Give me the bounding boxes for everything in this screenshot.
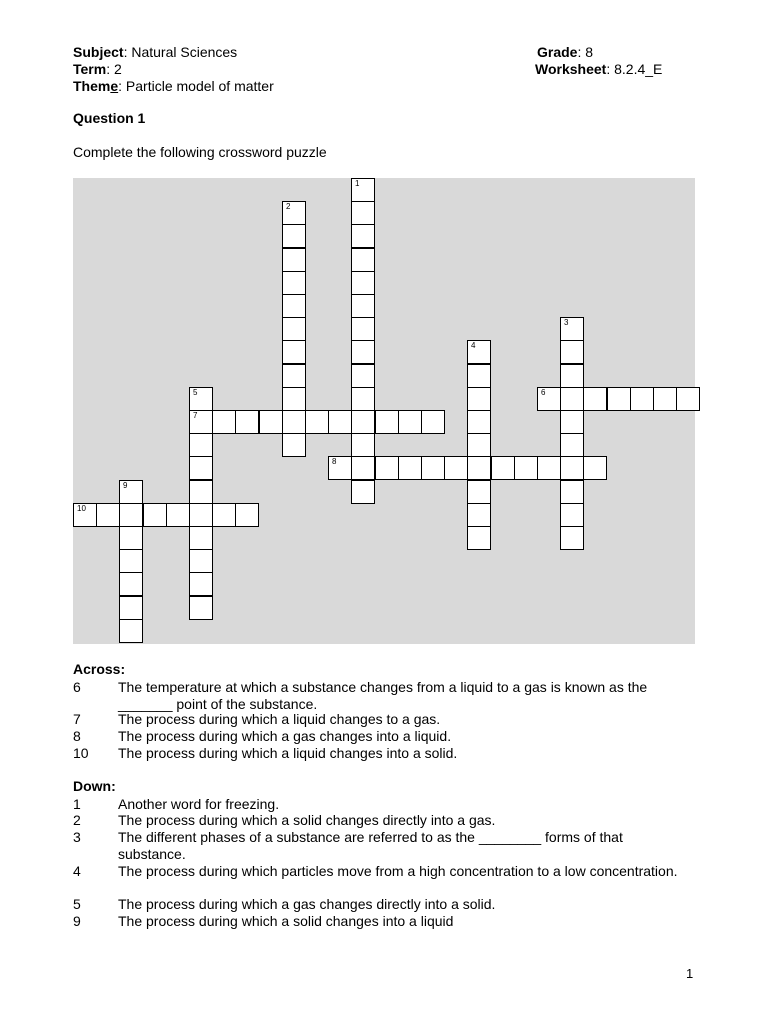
crossword-cell[interactable] bbox=[282, 364, 306, 388]
crossword-cell[interactable] bbox=[282, 387, 306, 411]
crossword-cell[interactable] bbox=[282, 271, 306, 295]
crossword-cell[interactable] bbox=[375, 456, 399, 480]
cell-number: 3 bbox=[564, 318, 569, 327]
clue-number: 1 bbox=[73, 796, 81, 812]
clue-text: The process during which a solid changes into a liquid bbox=[118, 913, 454, 929]
crossword-cell[interactable] bbox=[282, 201, 306, 225]
crossword-cell[interactable] bbox=[328, 410, 352, 434]
clue-text: The temperature at which a substance changes from a liquid to a gas is known as the _______ point of the substance. bbox=[118, 679, 648, 712]
subject-line: Subject: Natural Sciences bbox=[73, 44, 238, 60]
crossword-cell[interactable] bbox=[630, 387, 654, 411]
crossword-cell[interactable] bbox=[119, 619, 143, 643]
crossword-cell[interactable] bbox=[467, 433, 491, 457]
crossword-cell[interactable] bbox=[467, 526, 491, 550]
crossword-cell[interactable] bbox=[189, 572, 213, 596]
clue-text: The process during which particles move from a high concentration to a low concentration. bbox=[118, 863, 678, 879]
clue-number: 6 bbox=[73, 679, 81, 695]
page-number: 1 bbox=[686, 966, 694, 981]
crossword-cell[interactable] bbox=[166, 503, 190, 527]
across-heading: Across: bbox=[73, 661, 126, 677]
theme-value: Particle model of matter bbox=[125, 78, 274, 94]
crossword-grid bbox=[73, 178, 695, 644]
down-heading: Down: bbox=[73, 778, 116, 794]
term-line: Term: 2 bbox=[73, 61, 122, 77]
clue-text: Another word for freezing. bbox=[118, 796, 280, 812]
crossword-cell[interactable] bbox=[351, 433, 375, 457]
crossword-cell[interactable] bbox=[467, 480, 491, 504]
clue-text: The process during which a solid changes directly into a gas. bbox=[118, 812, 496, 828]
clue-number: 7 bbox=[73, 711, 81, 727]
crossword-cell[interactable] bbox=[421, 410, 445, 434]
crossword-cell[interactable] bbox=[560, 526, 584, 550]
crossword-cell[interactable] bbox=[560, 317, 584, 341]
crossword-cell[interactable] bbox=[467, 410, 491, 434]
crossword-cell[interactable] bbox=[189, 456, 213, 480]
crossword-cell[interactable] bbox=[235, 410, 259, 434]
crossword-cell[interactable] bbox=[189, 549, 213, 573]
crossword-cell[interactable] bbox=[282, 410, 306, 434]
clue-number: 9 bbox=[73, 913, 81, 929]
crossword-cell[interactable] bbox=[537, 456, 561, 480]
grade-line: Grade: 8 bbox=[537, 44, 594, 60]
crossword-cell[interactable] bbox=[351, 456, 375, 480]
crossword-cell[interactable] bbox=[514, 456, 538, 480]
crossword-cell[interactable] bbox=[537, 387, 561, 411]
cell-number: 9 bbox=[123, 481, 128, 490]
crossword-cell[interactable] bbox=[351, 480, 375, 504]
term-value: 2 bbox=[113, 61, 122, 77]
crossword-cell[interactable] bbox=[189, 526, 213, 550]
crossword-cell[interactable] bbox=[119, 480, 143, 504]
crossword-cell[interactable] bbox=[189, 503, 213, 527]
crossword-cell[interactable] bbox=[398, 456, 422, 480]
crossword-cell[interactable] bbox=[351, 387, 375, 411]
crossword-cell[interactable] bbox=[491, 456, 515, 480]
crossword-cell[interactable] bbox=[351, 248, 375, 272]
crossword-cell[interactable] bbox=[282, 224, 306, 248]
crossword-cell[interactable] bbox=[467, 364, 491, 388]
crossword-cell[interactable] bbox=[467, 340, 491, 364]
crossword-cell[interactable] bbox=[560, 480, 584, 504]
crossword-cell[interactable] bbox=[467, 387, 491, 411]
crossword-cell[interactable] bbox=[351, 340, 375, 364]
crossword-cell[interactable] bbox=[143, 503, 167, 527]
crossword-cell[interactable] bbox=[560, 364, 584, 388]
crossword-cell[interactable] bbox=[119, 549, 143, 573]
crossword-cell[interactable] bbox=[212, 503, 236, 527]
theme-line: Theme: Particle model of matter bbox=[73, 78, 274, 94]
crossword-cell[interactable] bbox=[560, 410, 584, 434]
crossword-cell[interactable] bbox=[119, 503, 143, 527]
crossword-cell[interactable] bbox=[560, 433, 584, 457]
crossword-cell[interactable] bbox=[351, 271, 375, 295]
worksheet-label: Worksheet bbox=[535, 61, 607, 77]
crossword-cell[interactable] bbox=[119, 526, 143, 550]
cell-number: 2 bbox=[286, 202, 291, 211]
crossword-cell[interactable] bbox=[583, 387, 607, 411]
subject-value: Natural Sciences bbox=[131, 44, 238, 60]
crossword-cell[interactable] bbox=[282, 294, 306, 318]
crossword-cell[interactable] bbox=[189, 433, 213, 457]
crossword-cell[interactable] bbox=[351, 294, 375, 318]
term-label: Term bbox=[73, 61, 107, 77]
cell-number: 10 bbox=[77, 504, 86, 513]
clue-text: The process during which a liquid changes to a gas. bbox=[118, 711, 441, 727]
crossword-cell[interactable] bbox=[560, 387, 584, 411]
clue-number: 8 bbox=[73, 728, 81, 744]
crossword-cell[interactable] bbox=[676, 387, 700, 411]
crossword-cell[interactable] bbox=[212, 410, 236, 434]
crossword-cell[interactable] bbox=[189, 410, 213, 434]
subject-label: Subject bbox=[73, 44, 124, 60]
crossword-cell[interactable] bbox=[189, 480, 213, 504]
crossword-cell[interactable] bbox=[282, 248, 306, 272]
grade-label: Grade bbox=[537, 44, 578, 60]
clue-number: 3 bbox=[73, 829, 81, 845]
crossword-cell[interactable] bbox=[421, 456, 445, 480]
crossword-cell[interactable] bbox=[583, 456, 607, 480]
crossword-cell[interactable] bbox=[560, 503, 584, 527]
crossword-cell[interactable] bbox=[351, 317, 375, 341]
cell-number: 4 bbox=[471, 341, 476, 350]
crossword-cell[interactable] bbox=[351, 224, 375, 248]
crossword-cell[interactable] bbox=[351, 178, 375, 202]
crossword-cell[interactable] bbox=[607, 387, 631, 411]
cell-number: 1 bbox=[355, 179, 360, 188]
crossword-cell[interactable] bbox=[96, 503, 120, 527]
crossword-cell[interactable] bbox=[351, 364, 375, 388]
crossword-cell[interactable] bbox=[73, 503, 97, 527]
crossword-cell[interactable] bbox=[189, 387, 213, 411]
clue-text: The process during which a liquid changes into a solid. bbox=[118, 745, 458, 761]
crossword-cell[interactable] bbox=[375, 410, 399, 434]
crossword-cell[interactable] bbox=[282, 317, 306, 341]
cell-number: 7 bbox=[193, 411, 198, 420]
crossword-cell[interactable] bbox=[328, 456, 352, 480]
clue-number: 4 bbox=[73, 863, 81, 879]
crossword-cell[interactable] bbox=[235, 503, 259, 527]
question-title: Question 1 bbox=[73, 110, 146, 126]
theme-label: Theme bbox=[73, 78, 119, 94]
crossword-cell[interactable] bbox=[282, 433, 306, 457]
crossword-cell[interactable] bbox=[560, 340, 584, 364]
crossword-cell[interactable] bbox=[119, 596, 143, 620]
worksheet-value: 8.2.4_E bbox=[614, 61, 663, 77]
cell-number: 5 bbox=[193, 388, 198, 397]
crossword-cell[interactable] bbox=[305, 410, 329, 434]
crossword-cell[interactable] bbox=[351, 410, 375, 434]
crossword-cell[interactable] bbox=[189, 596, 213, 620]
clue-number: 10 bbox=[73, 745, 89, 761]
crossword-cell[interactable] bbox=[467, 456, 491, 480]
crossword-cell[interactable] bbox=[444, 456, 468, 480]
crossword-cell[interactable] bbox=[560, 456, 584, 480]
clue-text: The process during which a gas changes directly into a solid. bbox=[118, 896, 496, 912]
clue-number: 2 bbox=[73, 812, 81, 828]
crossword-cell[interactable] bbox=[351, 201, 375, 225]
crossword-cell[interactable] bbox=[467, 503, 491, 527]
cell-number: 6 bbox=[541, 388, 546, 397]
clue-text: The different phases of a substance are referred to as the ________ forms of that substance. bbox=[118, 829, 623, 862]
question-instruction: Complete the following crossword puzzle bbox=[73, 144, 327, 160]
clue-text: The process during which a gas changes into a liquid. bbox=[118, 728, 452, 744]
crossword-cell[interactable] bbox=[259, 410, 283, 434]
crossword-cell[interactable] bbox=[282, 340, 306, 364]
cell-number: 8 bbox=[332, 457, 337, 466]
crossword-cell[interactable] bbox=[653, 387, 677, 411]
clue-number: 5 bbox=[73, 896, 81, 912]
crossword-cell[interactable] bbox=[398, 410, 422, 434]
worksheet-line: Worksheet: 8.2.4_E bbox=[535, 61, 663, 77]
crossword-cell[interactable] bbox=[119, 572, 143, 596]
grade-value: 8 bbox=[585, 44, 594, 60]
